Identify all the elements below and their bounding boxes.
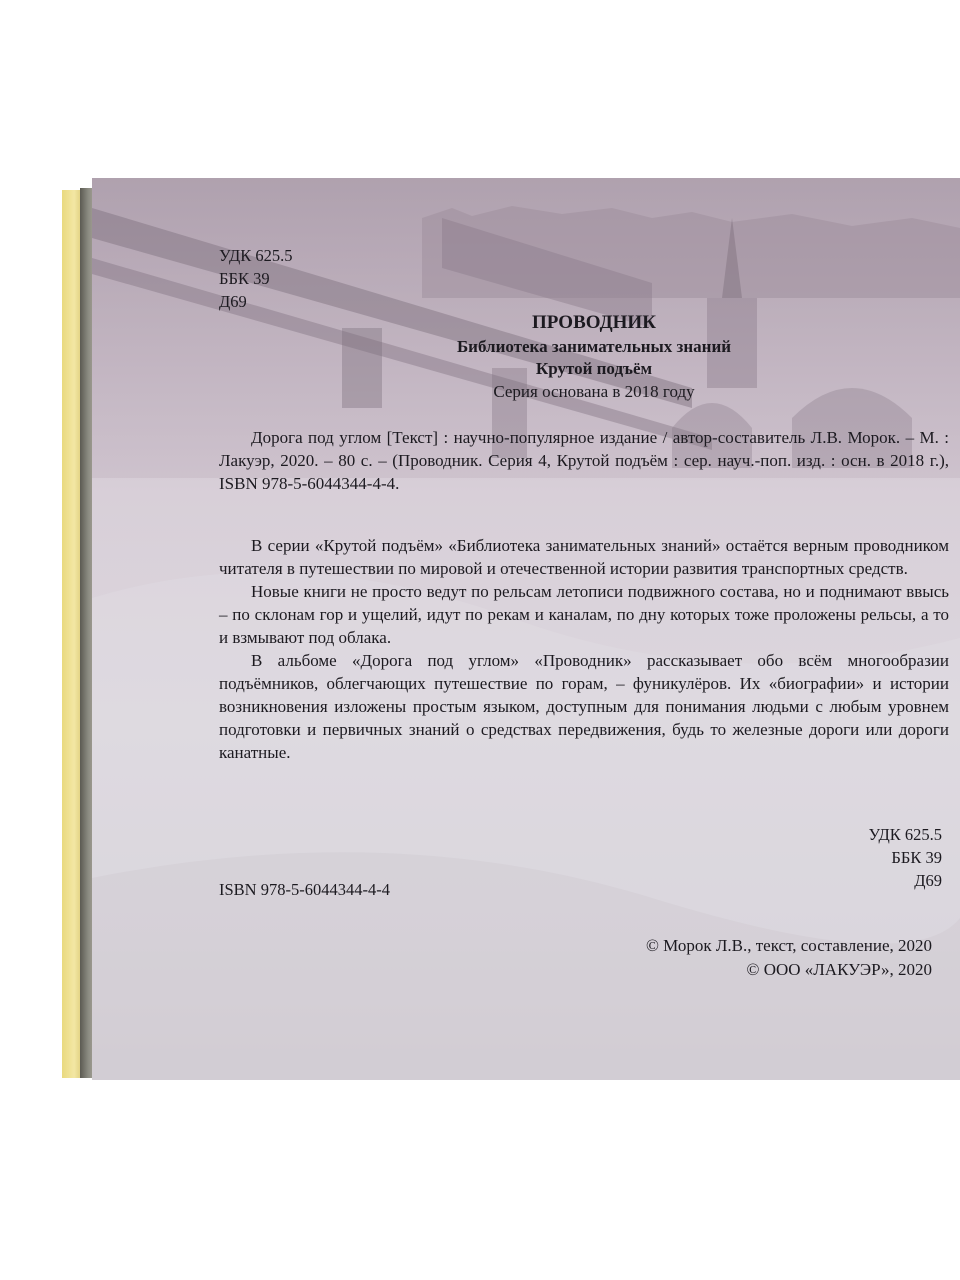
series-title: ПРОВОДНИК: [532, 312, 656, 333]
annotation-paragraph-1: В серии «Крутой подъём» «Библиотека занимательных знаний» остаётся верным проводником читателя в путешествии по мировой и отечественной истории развития транспортных средств.: [219, 536, 949, 578]
author-mark-bottom: Д69: [914, 871, 942, 890]
series-subtitle: Библиотека занимательных знаний: [456, 337, 732, 356]
isbn: ISBN 978-5-6044344-4-4: [219, 880, 390, 899]
bbk-code-bottom: ББК 39: [891, 848, 942, 867]
copyright-author: © Морок Л.В., текст, составление, 2020: [645, 936, 932, 955]
book: [62, 178, 960, 1080]
series-founded: Серия основана в 2018 году: [493, 382, 695, 401]
annotation-paragraph-3: В альбоме «Дорога под углом» «Проводник» рассказывает обо всём многообразии подъёмников, облегчающих путешествие по горам, – фуникулёров. Их «биографии» и истории возникновения изложены простым языком, доступным для понимания людьми с любым уровнем подготовки и первичных знаний о средствах передвижения, будь то железные дороги или дороги канатные.: [219, 651, 949, 762]
bbk-code-top: ББК 39: [219, 269, 270, 288]
author-mark-top: Д69: [219, 292, 247, 311]
series-name: Крутой подъём: [535, 359, 653, 378]
udk-code-bottom: УДК 625.5: [868, 825, 942, 844]
copyright-publisher: © ООО «ЛАКУЭР», 2020: [746, 960, 932, 979]
bibliographic-record: Дорога под углом [Текст] : научно-популярное издание / автор-составитель Л.В. Морок. – М. : Лакуэр, 2020. – 80 с. – (Проводник. Серия 4, Крутой подъём : сер. науч.-поп. изд. : осн. в 2018 г.), ISBN 978-5-6044344-4-4.: [219, 428, 949, 493]
imprint-page: [92, 178, 960, 1080]
annotation-paragraph-2: Новые книги не просто ведут по рельсам летописи подвижного состава, но и поднимают ввысь – по склонам гор и ущелий, идут по рекам и каналам, по дну которых тоже проложены рельсы, а то и взмывают под облака.: [219, 582, 949, 647]
udk-code-top: УДК 625.5: [219, 246, 293, 265]
annotation: [219, 534, 949, 764]
